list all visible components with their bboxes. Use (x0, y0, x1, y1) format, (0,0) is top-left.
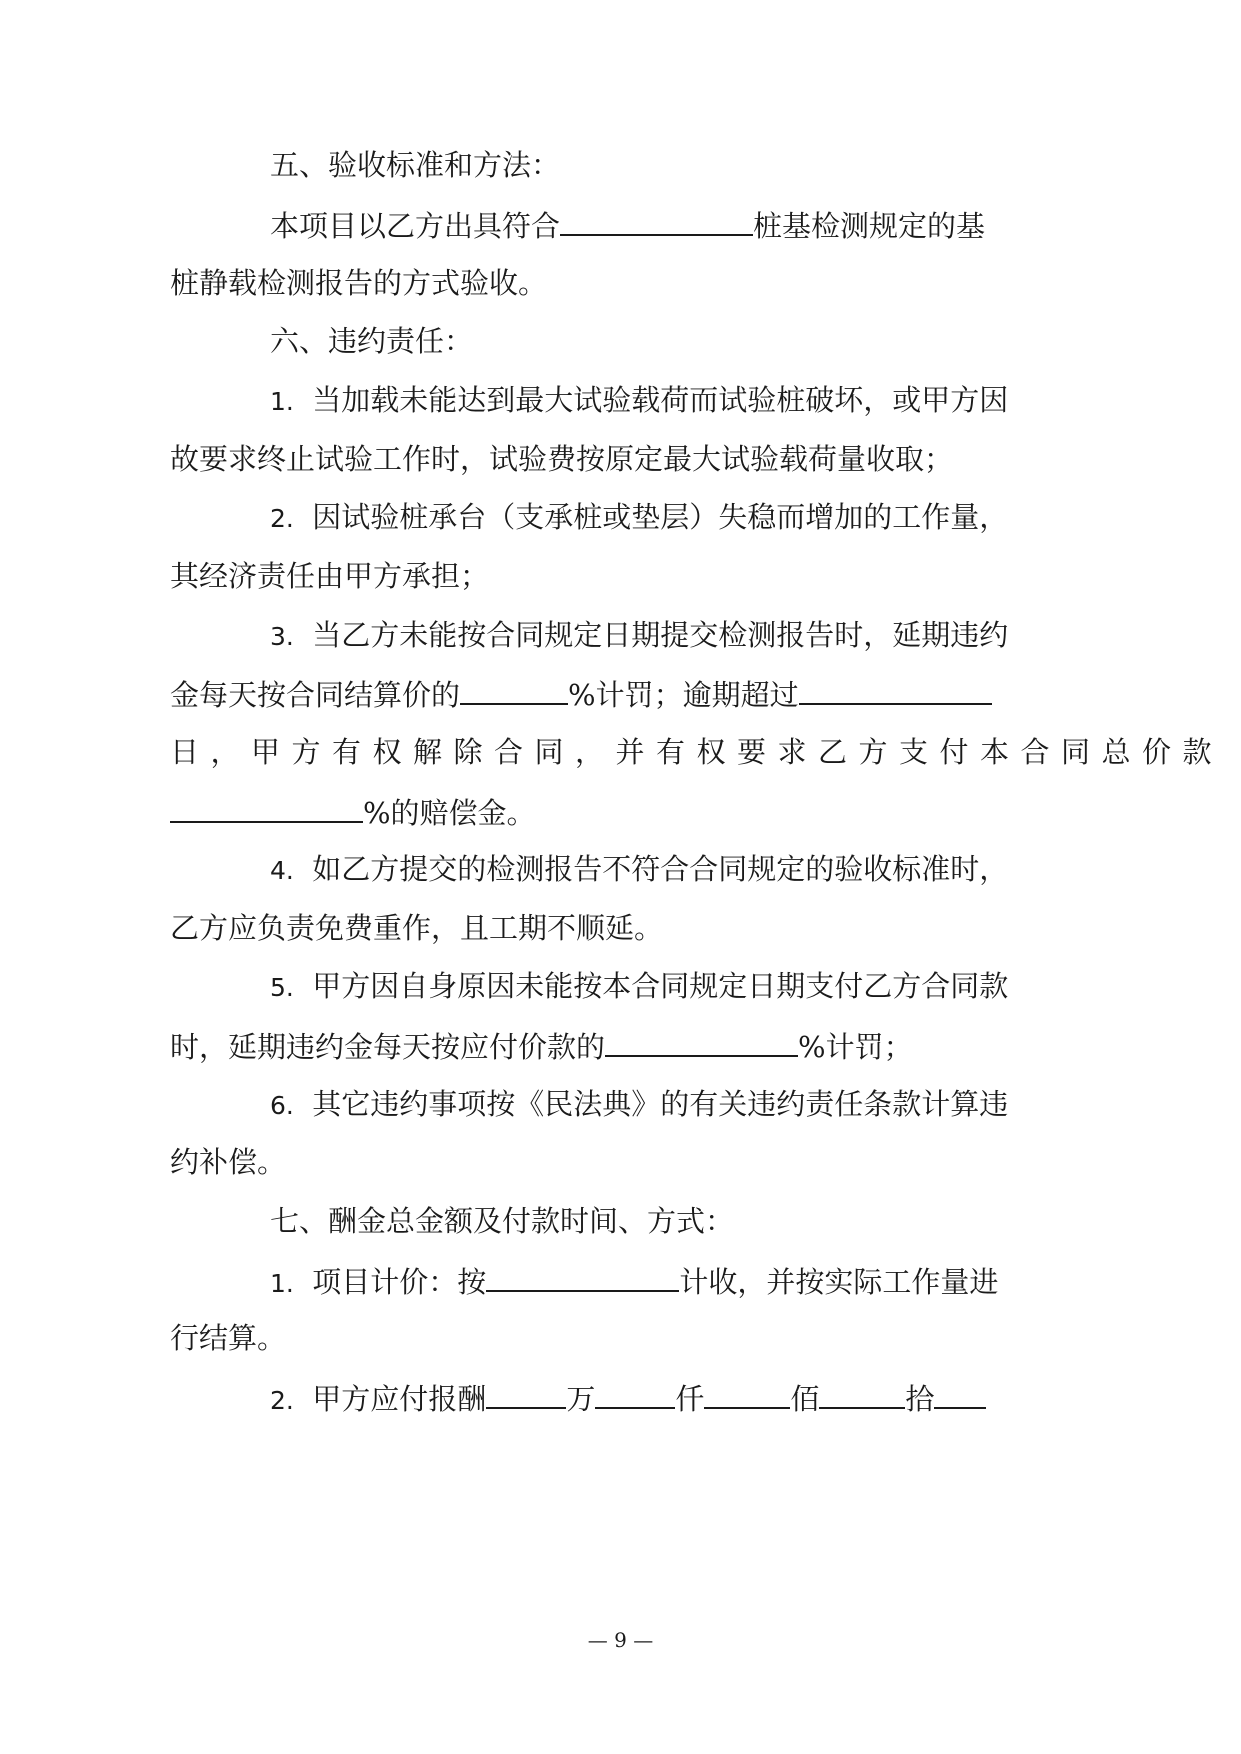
text-span: 万 (566, 1382, 596, 1416)
section-6-heading (270, 321, 473, 361)
text-span: 计收，并按实际工作量进 (679, 1265, 999, 1299)
item-separator: . (285, 504, 294, 533)
item-separator: . (285, 1091, 294, 1120)
item-number: 6 (270, 1091, 286, 1120)
text-span: 行结算。 (170, 1321, 287, 1355)
item-number: 5 (270, 973, 286, 1002)
text-span: 因试验桩承台（支承桩或垫层）失稳而增加的工作量， (312, 500, 1009, 534)
fill-in-blank[interactable] (560, 204, 753, 236)
text-span: 项目计价：按 (312, 1265, 487, 1299)
text-span: %的赔偿金。 (363, 796, 536, 830)
fill-in-blank[interactable] (595, 1377, 675, 1409)
item-number: 2 (270, 504, 286, 533)
section-7-heading (270, 1201, 734, 1241)
item-separator: . (285, 856, 294, 885)
text-span: %计罚； (798, 1030, 913, 1064)
text-span: 时，延期违约金每天按应付价款的 (170, 1030, 606, 1064)
section-5-body-line-1 (270, 204, 985, 244)
text-span: 约补偿。 (170, 1145, 287, 1179)
text-span: 佰 (790, 1382, 820, 1416)
liability-item-1-line-1 (270, 380, 1008, 420)
fill-in-blank[interactable] (819, 1377, 905, 1409)
text-span: 甲方因自身原因未能按本合同规定日期支付乙方合同款 (312, 969, 1009, 1003)
item-number: 1 (270, 1269, 286, 1298)
fill-in-blank[interactable] (460, 673, 568, 705)
item-number: 2 (270, 1386, 286, 1415)
text-span: 桩基检测规定的基 (753, 209, 986, 243)
text-span: 当加载未能达到最大试验载荷而试验桩破坏，或甲方因 (312, 383, 1009, 417)
item-number: 3 (270, 622, 286, 651)
liability-item-3-line-1 (270, 615, 1008, 655)
fill-in-blank[interactable] (486, 1377, 566, 1409)
text-span: 日，甲方有权解除合同，并有权要求乙方支付本合同总价款 (170, 735, 1224, 769)
item-separator: . (285, 1386, 294, 1415)
section-7-heading-text: 七、酬金总金额及付款时间、方式： (270, 1204, 735, 1238)
payment-item-1-line-1 (270, 1260, 998, 1300)
fill-in-blank[interactable] (605, 1025, 798, 1057)
liability-item-2-line-2 (170, 556, 489, 596)
item-number: 1 (270, 387, 286, 416)
liability-item-5-line-2 (170, 1025, 913, 1065)
fill-in-blank[interactable] (934, 1377, 986, 1409)
liability-item-3-line-2 (170, 673, 992, 713)
liability-item-3-line-3 (170, 732, 1223, 772)
item-number: 4 (270, 856, 286, 885)
liability-item-6-line-2 (170, 1142, 286, 1182)
text-span: 故要求终止试验工作时，试验费按原定最大试验载荷量收取； (170, 442, 954, 476)
text-span: 金每天按合同结算价的 (170, 678, 461, 712)
payment-item-1-line-2 (170, 1318, 286, 1358)
text-span: 乙方应负责免费重作，且工期不顺延。 (170, 911, 664, 945)
item-separator: . (285, 973, 294, 1002)
text-span: 拾 (905, 1382, 935, 1416)
fill-in-blank[interactable] (486, 1260, 679, 1292)
text-span: 仟 (675, 1382, 705, 1416)
liability-item-4-line-1 (270, 849, 1008, 889)
item-separator: . (285, 622, 294, 651)
fill-in-blank[interactable] (704, 1377, 790, 1409)
text-span: 其它违约事项按《民法典》的有关违约责任条款计算违 (312, 1087, 1009, 1121)
text-span: 桩静载检测报告的方式验收。 (170, 266, 548, 300)
text-span: 本项目以乙方出具符合 (270, 209, 561, 243)
text-span: 当乙方未能按合同规定日期提交检测报告时，延期违约 (312, 618, 1009, 652)
page-number: — 9 — (587, 1628, 654, 1652)
section-5-heading (270, 145, 560, 185)
liability-item-3-line-4 (170, 791, 536, 831)
liability-item-6-line-1 (270, 1084, 1008, 1124)
item-separator: . (285, 1269, 294, 1298)
text-span: 如乙方提交的检测报告不符合合同规定的验收标准时， (312, 852, 1009, 886)
text-span: 其经济责任由甲方承担； (170, 559, 490, 593)
item-separator: . (285, 387, 294, 416)
liability-item-5-line-1 (270, 966, 1008, 1006)
text-span: %计罚；逾期超过 (568, 678, 799, 712)
liability-item-4-line-2 (170, 908, 663, 948)
section-5-heading-text: 五、验收标准和方法： (270, 148, 561, 182)
text-span: 甲方应付报酬 (312, 1382, 487, 1416)
fill-in-blank[interactable] (170, 791, 363, 823)
section-6-heading-text: 六、违约责任： (270, 324, 474, 358)
payment-item-2-line-1 (270, 1377, 986, 1417)
liability-item-1-line-2 (170, 439, 953, 479)
section-5-body-line-2 (170, 263, 547, 303)
fill-in-blank[interactable] (799, 673, 992, 705)
liability-item-2-line-1 (270, 497, 1008, 537)
